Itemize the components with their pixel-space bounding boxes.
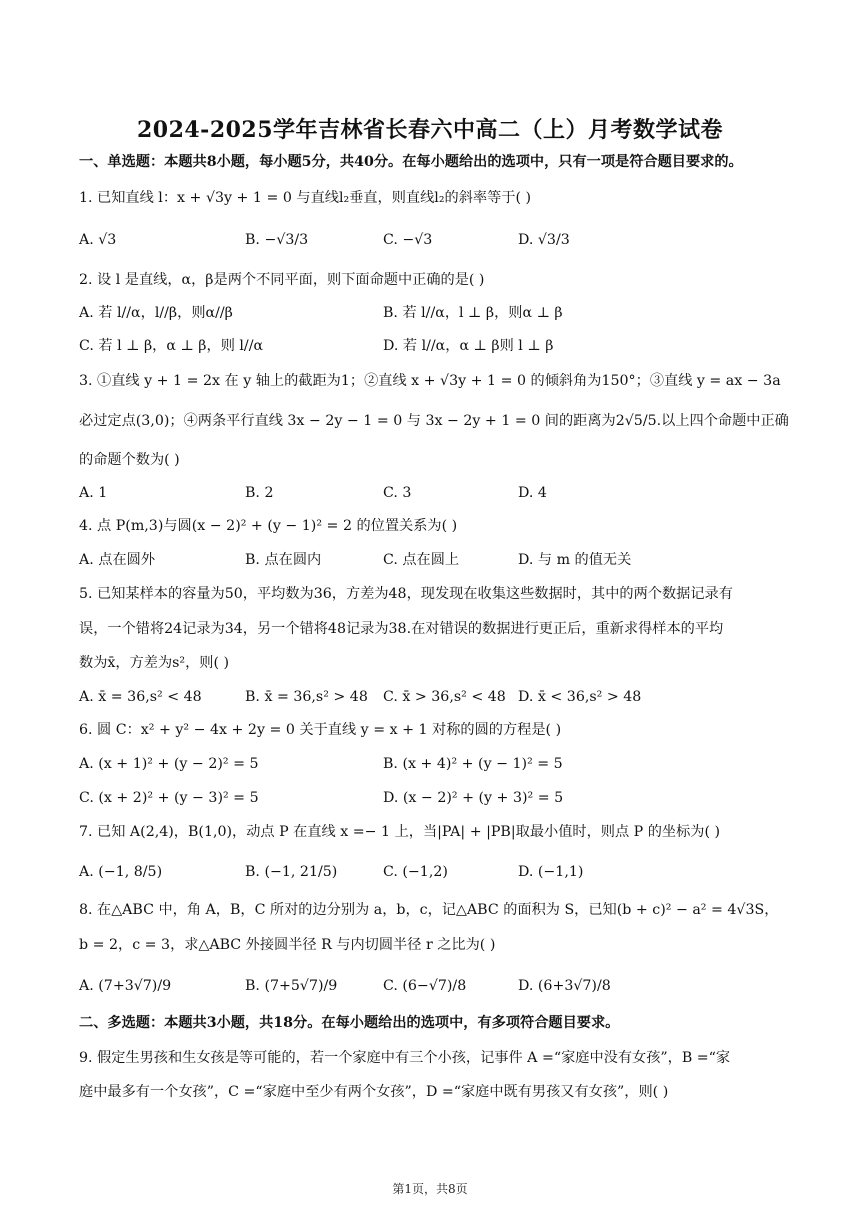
question-6-option-a: A. (x + 1)² + (y − 2)² = 5 (79, 756, 259, 772)
question-9-line-2: 庭中最多有一个女孩”，C =“家庭中至少有两个女孩”，D =“家庭中既有男孩又有女孩”，则( ) (79, 1084, 669, 1100)
question-6-option-b: B. (x + 4)² + (y − 1)² = 5 (383, 756, 563, 772)
question-2-option-c: C. 若 l ⊥ β，α ⊥ β，则 l//α (79, 338, 264, 354)
question-8-option-a: A. (7+3√7)/9 (79, 978, 172, 994)
question-1-option-d: D. √3/3 (518, 232, 570, 248)
question-4-option-c: C. 点在圆上 (383, 552, 460, 568)
question-6-option-c: C. (x + 2)² + (y − 3)² = 5 (79, 790, 259, 806)
question-1-stem: 1. 已知直线 l：x + √3y + 1 = 0 与直线l₂垂直，则直线l₂的斜率等于( ) (79, 190, 532, 206)
question-5-line-1: 5. 已知某样本的容量为50，平均数为36，方差为48，现发现在收集这些数据时，其中的两个数据记录有 (79, 586, 733, 602)
question-3-line-1: 3. ①直线 y + 1 = 2x 在 y 轴上的截距为1；②直线 x + √3y + 1 = 0 的倾斜角为150°；③直线 y = ax − 3a (79, 373, 781, 389)
question-8-option-c: C. (6−√7)/8 (383, 978, 467, 994)
question-3-option-d: D. 4 (518, 485, 547, 501)
question-2-option-a: A. 若 l//α，l//β，则α//β (79, 305, 233, 321)
question-5-option-c: C. x̄ > 36,s² < 48 (383, 689, 506, 705)
question-8-line-2: b = 2，c = 3，求△ABC 外接圆半径 R 与内切圆半径 r 之比为( ) (79, 937, 496, 953)
question-7-option-b: B. (−1, 21/5) (245, 864, 338, 880)
question-4-stem: 4. 点 P(m,3)与圆(x − 2)² + (y − 1)² = 2 的位置关系为( ) (79, 518, 458, 534)
question-1-option-c: C. −√3 (383, 232, 433, 248)
question-2-stem: 2. 设 l 是直线，α，β是两个不同平面，则下面命题中正确的是( ) (79, 272, 485, 288)
page-title: 2024-2025学年吉林省长春六中高二（上）月考数学试卷 (136, 117, 724, 143)
question-3-option-a: A. 1 (79, 485, 108, 501)
question-5-line-3: 数为x̄，方差为s²，则( ) (79, 655, 230, 671)
question-7-option-d: D. (−1,1) (518, 864, 584, 880)
question-8-line-1: 8. 在△ABC 中，角 A，B，C 所对的边分别为 a，b，c，记△ABC 的面积为 S，已知(b + c)² − a² = 4√3S， (79, 902, 779, 918)
question-4-option-b: B. 点在圆内 (245, 552, 322, 568)
section-1-heading: 一、单选题：本题共8小题，每小题5分，共40分。在每小题给出的选项中，只有一项是符合题目要求的。 (79, 154, 743, 170)
question-5-option-d: D. x̄ < 36,s² > 48 (518, 689, 642, 705)
question-8-option-d: D. (6+3√7)/8 (518, 978, 611, 994)
question-1-option-b: B. −√3/3 (245, 232, 309, 248)
question-7-stem: 7. 已知 A(2,4)，B(1,0)，动点 P 在直线 x =− 1 上，当|PA| + |PB|取最小值时，则点 P 的坐标为( ) (79, 824, 721, 840)
question-5-line-2: 误，一个错将24记录为34，另一个错将48记录为38.在对错误的数据进行更正后，重新求得样本的平均 (79, 621, 724, 637)
question-2-option-d: D. 若 l//α，α ⊥ β则 l ⊥ β (383, 338, 554, 354)
question-8-option-b: B. (7+5√7)/9 (245, 978, 338, 994)
question-3-line-3: 的命题个数为( ) (79, 452, 180, 468)
question-6-option-d: D. (x − 2)² + (y + 3)² = 5 (383, 790, 564, 806)
question-5-option-b: B. x̄ = 36,s² > 48 (245, 689, 368, 705)
question-9-line-1: 9. 假定生男孩和生女孩是等可能的，若一个家庭中有三个小孩，记事件 A =“家庭中没有女孩”，B =“家 (79, 1050, 731, 1066)
question-4-option-d: D. 与 m 的值无关 (518, 552, 632, 568)
question-3-option-c: C. 3 (383, 485, 412, 501)
section-2-heading: 二、多选题：本题共3小题，共18分。在每小题给出的选项中，有多项符合题目要求。 (79, 1015, 620, 1031)
question-7-option-c: C. (−1,2) (383, 864, 448, 880)
question-2-option-b: B. 若 l//α，l ⊥ β，则α ⊥ β (383, 305, 563, 321)
page-footer: 第1页，共8页 (392, 1182, 468, 1196)
question-4-option-a: A. 点在圆外 (79, 552, 156, 568)
question-6-stem: 6. 圆 C：x² + y² − 4x + 2y = 0 关于直线 y = x + 1 对称的圆的方程是( ) (79, 722, 562, 738)
question-1-option-a: A. √3 (79, 232, 117, 248)
question-5-option-a: A. x̄ = 36,s² < 48 (79, 689, 202, 705)
question-3-line-2: 必过定点(3,0)；④两条平行直线 3x − 2y − 1 = 0 与 3x − 2y + 1 = 0 间的距离为2√5/5.以上四个命题中正确 (79, 413, 789, 429)
question-7-option-a: A. (−1, 8/5) (79, 864, 163, 880)
question-3-option-b: B. 2 (245, 485, 274, 501)
